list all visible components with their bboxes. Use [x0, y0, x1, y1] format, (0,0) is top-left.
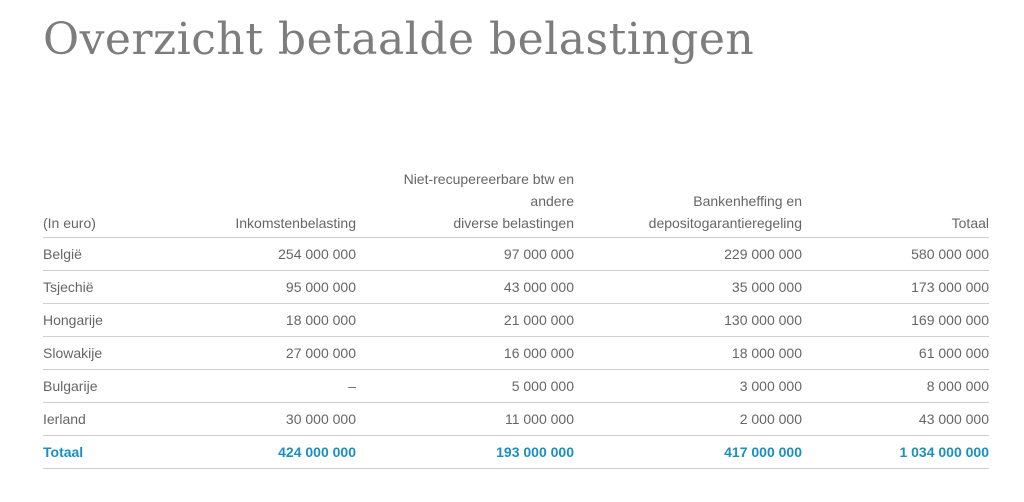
tax-table	[43, 168, 989, 469]
country-cell: België	[43, 238, 173, 271]
header-total	[802, 168, 989, 238]
table-row	[43, 238, 989, 271]
total-income-tax-cell: 424 000 000	[173, 436, 356, 469]
bank-levy-cell: 35 000 000	[574, 271, 802, 304]
bank-levy-cell: 229 000 000	[574, 238, 802, 271]
bank-levy-cell: 2 000 000	[574, 403, 802, 436]
total-cell: 8 000 000	[802, 370, 989, 403]
total-row	[43, 436, 989, 469]
vat-cell: 43 000 000	[356, 271, 574, 304]
table-row	[43, 370, 989, 403]
page-title: Overzicht betaalde belastingen	[43, 14, 755, 65]
vat-cell: 97 000 000	[356, 238, 574, 271]
header-total-line: Totaal	[951, 215, 989, 231]
grand-total-cell: 1 034 000 000	[802, 436, 989, 469]
total-label: Totaal	[43, 436, 173, 469]
income-tax-cell: 254 000 000	[173, 238, 356, 271]
country-cell: Ierland	[43, 403, 173, 436]
bank-levy-cell: 130 000 000	[574, 304, 802, 337]
total-cell: 173 000 000	[802, 271, 989, 304]
income-tax-cell: 95 000 000	[173, 271, 356, 304]
vat-cell: 5 000 000	[356, 370, 574, 403]
income-tax-cell: 18 000 000	[173, 304, 356, 337]
total-cell: 43 000 000	[802, 403, 989, 436]
vat-cell: 21 000 000	[356, 304, 574, 337]
bank-levy-cell: 3 000 000	[574, 370, 802, 403]
header-vat-line-2: andere	[530, 193, 574, 209]
country-cell: Bulgarije	[43, 370, 173, 403]
table-row	[43, 337, 989, 370]
header-unit	[43, 168, 173, 238]
income-tax-cell: 27 000 000	[173, 337, 356, 370]
table-header-row	[43, 168, 989, 238]
total-bank-levy-cell: 417 000 000	[574, 436, 802, 469]
header-bank-levy-line-2: depositogarantieregeling	[648, 215, 802, 231]
vat-cell: 11 000 000	[356, 403, 574, 436]
header-income-tax	[173, 168, 356, 238]
header-vat-line-1: Niet-recupereerbare btw en	[403, 171, 574, 187]
total-cell: 169 000 000	[802, 304, 989, 337]
income-tax-cell: –	[173, 370, 356, 403]
header-bank-levy	[574, 168, 802, 238]
total-vat-cell: 193 000 000	[356, 436, 574, 469]
table-row	[43, 403, 989, 436]
header-bank-levy-line-1: Bankenheffing en	[693, 193, 802, 209]
country-cell: Hongarije	[43, 304, 173, 337]
header-income-tax-line: Inkomstenbelasting	[235, 215, 356, 231]
country-cell: Tsjechië	[43, 271, 173, 304]
country-cell: Slowakije	[43, 337, 173, 370]
header-vat-other-taxes	[356, 168, 574, 238]
table-row	[43, 304, 989, 337]
table-row	[43, 271, 989, 304]
header-unit-line: (In euro)	[43, 215, 96, 231]
income-tax-cell: 30 000 000	[173, 403, 356, 436]
header-vat-line-3: diverse belastingen	[453, 215, 574, 231]
vat-cell: 16 000 000	[356, 337, 574, 370]
total-cell: 61 000 000	[802, 337, 989, 370]
total-cell: 580 000 000	[802, 238, 989, 271]
bank-levy-cell: 18 000 000	[574, 337, 802, 370]
